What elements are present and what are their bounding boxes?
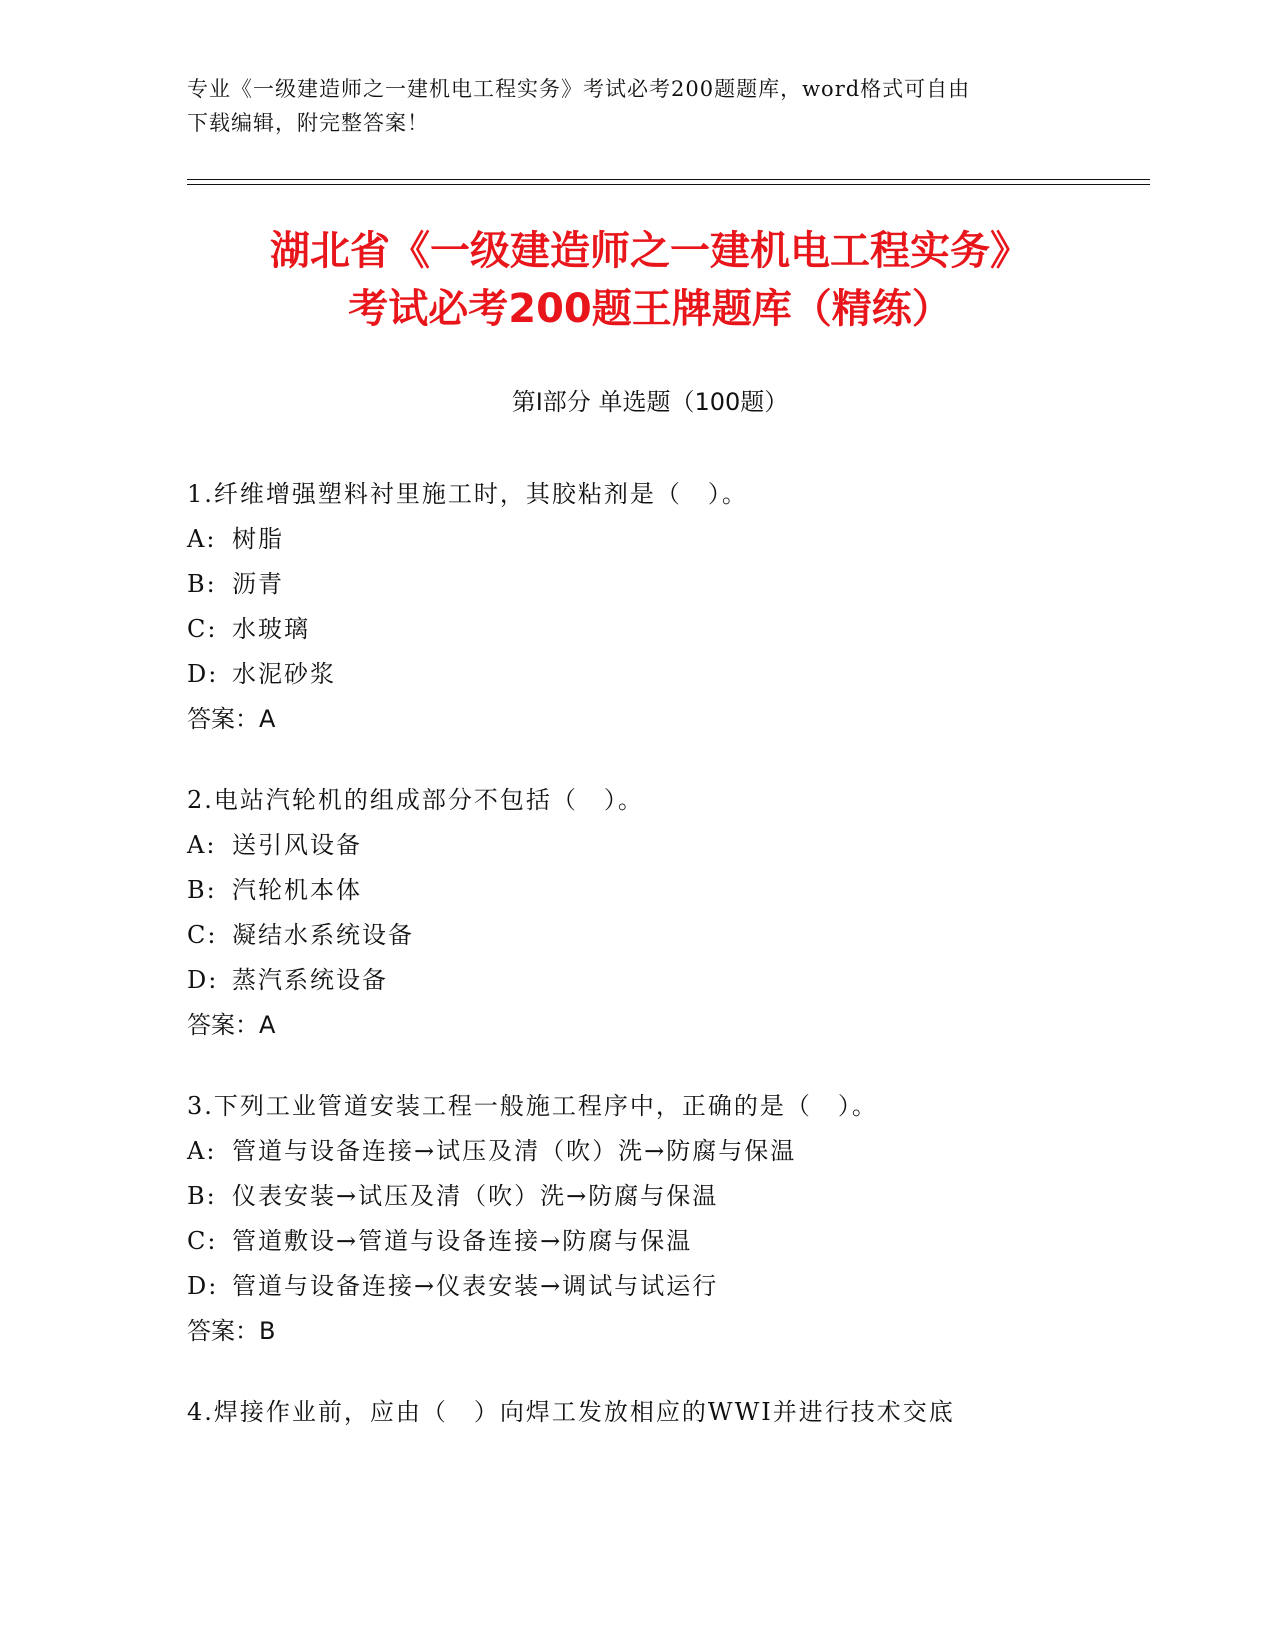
question-stem: 2.电站汽轮机的组成部分不包括（ ）。 bbox=[187, 786, 644, 814]
document-title-line-1: 湖北省《一级建造师之一建机电工程实务》 bbox=[270, 228, 1030, 274]
option-letter: B: bbox=[187, 570, 217, 598]
header-divider-top bbox=[187, 179, 1150, 180]
question-1 bbox=[187, 472, 1147, 742]
option-letter: D: bbox=[187, 1272, 219, 1300]
option-text: 沥青 bbox=[232, 570, 284, 598]
option-b bbox=[187, 1174, 1147, 1219]
option-letter: D: bbox=[187, 966, 219, 994]
document-title-line-2: 考试必考200题王牌题库（精练） bbox=[348, 286, 952, 332]
option-b bbox=[187, 562, 1147, 607]
question-4 bbox=[187, 1390, 1147, 1435]
option-letter: A: bbox=[187, 831, 217, 859]
answer-line: 答案：A bbox=[187, 1011, 276, 1039]
option-letter: A: bbox=[187, 525, 217, 553]
option-a bbox=[187, 1129, 1147, 1174]
question-2 bbox=[187, 778, 1147, 1048]
header-note-line-1: 专业《一级建造师之一建机电工程实务》考试必考200题题库，word格式可自由 bbox=[187, 77, 971, 101]
option-text: 凝结水系统设备 bbox=[232, 921, 414, 949]
option-letter: A: bbox=[187, 1137, 217, 1165]
option-letter: B: bbox=[187, 876, 217, 904]
header-divider-bottom bbox=[187, 184, 1150, 185]
option-text: 管道与设备连接→试压及清（吹）洗→防腐与保温 bbox=[232, 1137, 797, 1165]
option-text: 管道敷设→管道与设备连接→防腐与保温 bbox=[232, 1227, 693, 1255]
option-letter: B: bbox=[187, 1182, 217, 1210]
header-note-line-2: 下载编辑，附完整答案！ bbox=[187, 111, 429, 135]
header-note bbox=[187, 72, 1087, 140]
question-stem: 3.下列工业管道安装工程一般施工程序中，正确的是（ ）。 bbox=[187, 1092, 878, 1120]
option-letter: C: bbox=[187, 1227, 218, 1255]
option-a bbox=[187, 823, 1147, 868]
question-stem: 1.纤维增强塑料衬里施工时，其胶粘剂是（ ）。 bbox=[187, 480, 748, 508]
option-letter: D: bbox=[187, 660, 219, 688]
question-list bbox=[187, 472, 1147, 1471]
answer-line: 答案：B bbox=[187, 1317, 276, 1345]
option-text: 仪表安装→试压及清（吹）洗→防腐与保温 bbox=[232, 1182, 719, 1210]
question-3 bbox=[187, 1084, 1147, 1354]
option-text: 树脂 bbox=[232, 525, 284, 553]
option-c bbox=[187, 607, 1147, 652]
option-text: 管道与设备连接→仪表安装→调试与试运行 bbox=[232, 1272, 719, 1300]
option-a bbox=[187, 517, 1147, 562]
option-text: 水玻璃 bbox=[232, 615, 310, 643]
option-letter: C: bbox=[187, 615, 218, 643]
document-title bbox=[150, 222, 1150, 338]
option-text: 汽轮机本体 bbox=[232, 876, 362, 904]
option-c bbox=[187, 913, 1147, 958]
option-d bbox=[187, 652, 1147, 697]
section-heading: 第Ⅰ部分 单选题（100题） bbox=[511, 388, 789, 416]
option-text: 水泥砂浆 bbox=[232, 660, 336, 688]
option-c bbox=[187, 1219, 1147, 1264]
option-letter: C: bbox=[187, 921, 218, 949]
option-b bbox=[187, 868, 1147, 913]
question-stem: 4.焊接作业前，应由（ ）向焊工发放相应的WWI并进行技术交底 bbox=[187, 1398, 955, 1426]
option-text: 蒸汽系统设备 bbox=[232, 966, 388, 994]
answer-line: 答案：A bbox=[187, 705, 276, 733]
option-d bbox=[187, 1264, 1147, 1309]
option-d bbox=[187, 958, 1147, 1003]
option-text: 送引风设备 bbox=[232, 831, 362, 859]
